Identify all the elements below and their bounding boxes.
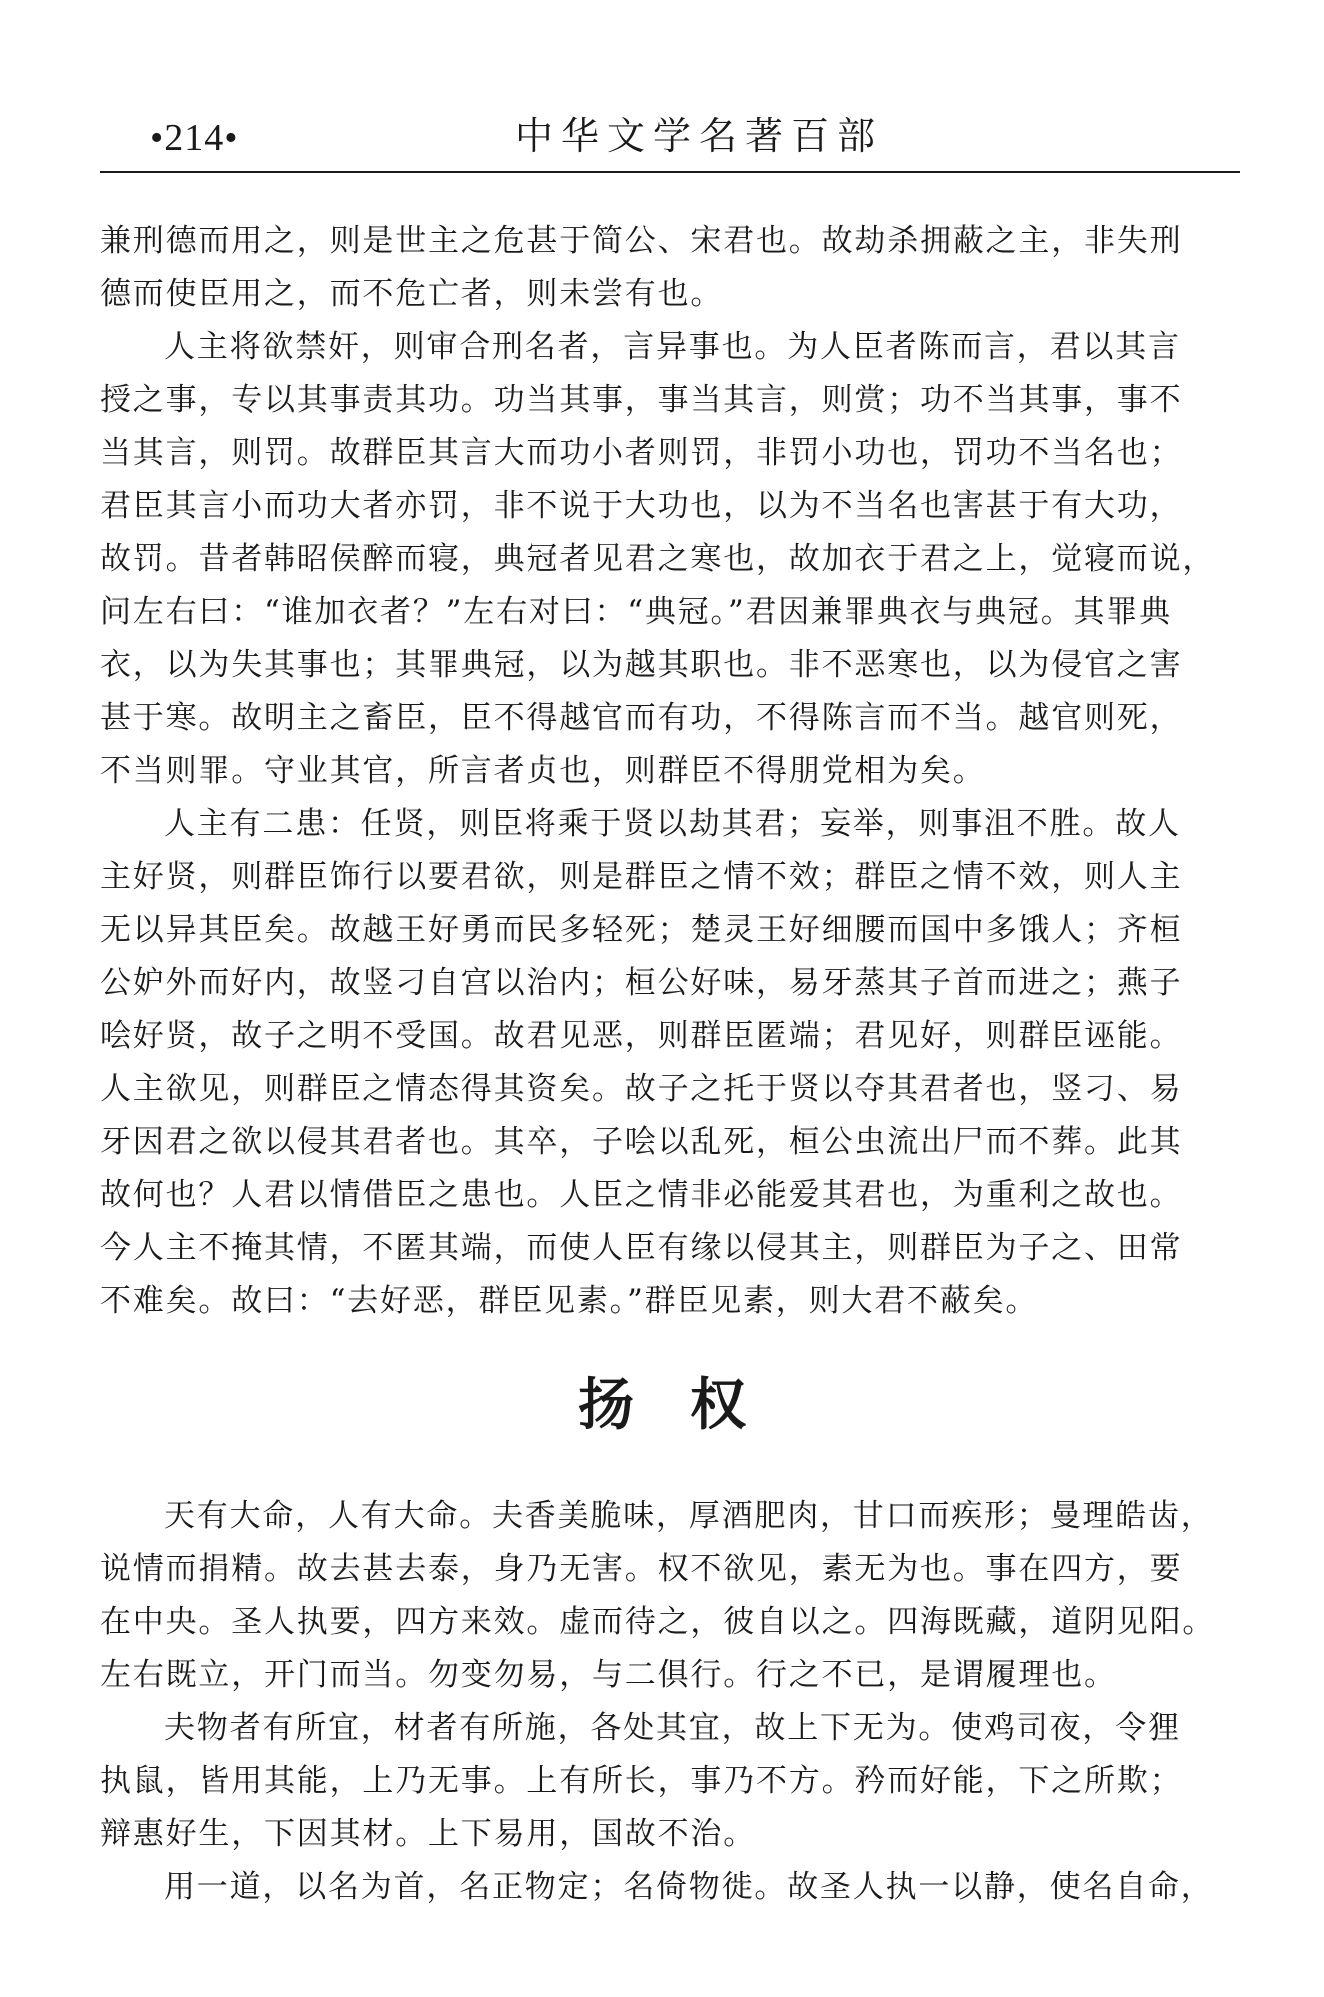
- text-line: 今人主不掩其情，不匿其端，而使人臣有缘以侵其主，则群臣为子之、田常: [100, 1230, 1183, 1266]
- text-line: 兼刑德而用之，则是世主之危甚于简公、宋君也。故劫杀拥蔽之主，非失刑: [100, 223, 1183, 259]
- text-line: 人主欲见，则群臣之情态得其资矣。故子之托于贤以夺其君者也，竖刁、易: [100, 1071, 1183, 1107]
- paragraph-start-line: 人主有二患：任贤，则臣将乘于贤以劫其君；妄举，则事沮不胜。故人: [164, 806, 1181, 842]
- text-line: 君臣其言小而功大者亦罚，非不说于大功也，以为不当名也害甚于有大功，: [100, 488, 1183, 524]
- text-line: 主好贤，则群臣饰行以要君欲，则是群臣之情不效；群臣之情不效，则人主: [100, 859, 1183, 895]
- text-line: 不难矣。故曰：“去好恶，群臣见素。”群臣见素，则大君不蔽矣。: [100, 1283, 1039, 1319]
- book-title: 中华文学名著百部: [515, 114, 884, 158]
- paragraph-start-line: 用一道，以名为首，名正物定；名倚物徙。故圣人执一以静，使名自命，: [164, 1869, 1214, 1905]
- paragraph-start-line: 夫物者有所宜，材者有所施，各处其宜，故上下无为。使鸡司夜，令狸: [164, 1710, 1181, 1746]
- text-line: 无以异其臣矣。故越王好勇而民多轻死；楚灵王好细腰而国中多饿人；齐桓: [100, 912, 1183, 948]
- page-header: [100, 110, 1240, 166]
- text-line: 授之事，专以其事责其功。功当其事，事当其言，则赏；功不当其事，事不: [100, 382, 1183, 418]
- text-line: 说情而捐精。故去甚去泰，身乃无害。权不欲见，素无为也。事在四方，要: [100, 1551, 1183, 1587]
- header-rule: [100, 171, 1240, 173]
- text-line: 当其言，则罚。故群臣其言大而功小者则罚，非罚小功也，罚功不当名也；: [100, 435, 1183, 471]
- text-line: 不当则罪。守业其官，所言者贞也，则群臣不得朋党相为矣。: [100, 753, 986, 789]
- text-line: 德而使臣用之，而不危亡者，则未尝有也。: [100, 276, 724, 312]
- text-line: 故罚。昔者韩昭侯醉而寝，典冠者见君之寒也，故加衣于君之上，觉寝而说，: [100, 541, 1216, 577]
- text-line: 牙因君之欲以侵其君者也。其卒，子哙以乱死，桓公虫流出尸而不葬。此其: [100, 1124, 1183, 1160]
- text-block-1: [100, 215, 1240, 1328]
- text-line: 左右既立，开门而当。勿变勿易，与二俱行。行之不已，是谓履理也。: [100, 1657, 1117, 1693]
- paragraph-start-line: 人主将欲禁奸，则审合刑名者，言异事也。为人臣者陈而言，君以其言: [164, 329, 1181, 365]
- text-line: 执鼠，皆用其能，上乃无事。上有所长，事乃不方。矜而好能，下之所欺；: [100, 1763, 1183, 1799]
- text-line: 公妒外而好内，故竖刁自宫以治内；桓公好味，易牙蒸其子首而进之；燕子: [100, 965, 1183, 1001]
- text-line: 在中央。圣人执要，四方来效。虚而待之，彼自以之。四海既藏，道阴见阳。: [100, 1604, 1216, 1640]
- text-line: 问左右曰：“谁加衣者？”左右对曰：“典冠。”君因兼罪典衣与典冠。其罪典: [100, 594, 1172, 630]
- text-line: 哙好贤，故子之明不受国。故君见恶，则群臣匿端；君见好，则群臣诬能。: [100, 1018, 1183, 1054]
- text-line: 衣，以为失其事也；其罪典冠，以为越其职也。非不恶寒也，以为侵官之害: [100, 647, 1183, 683]
- section-title: 扬权: [578, 1372, 802, 1438]
- text-line: 甚于寒。故明主之畜臣，臣不得越官而有功，不得陈言而不当。越官则死，: [100, 700, 1183, 736]
- text-line: 辩惠好生，下因其材。上下易用，国故不治。: [100, 1816, 756, 1852]
- text-block-2: [100, 1490, 1240, 1914]
- page-number: •214•: [150, 117, 239, 159]
- text-line: 故何也？人君以情借臣之患也。人臣之情非必能爱其君也，为重利之故也。: [100, 1177, 1183, 1213]
- paragraph-start-line: 天有大命，人有大命。夫香美脆味，厚酒肥肉，甘口而疾形；曼理皓齿，: [164, 1498, 1214, 1534]
